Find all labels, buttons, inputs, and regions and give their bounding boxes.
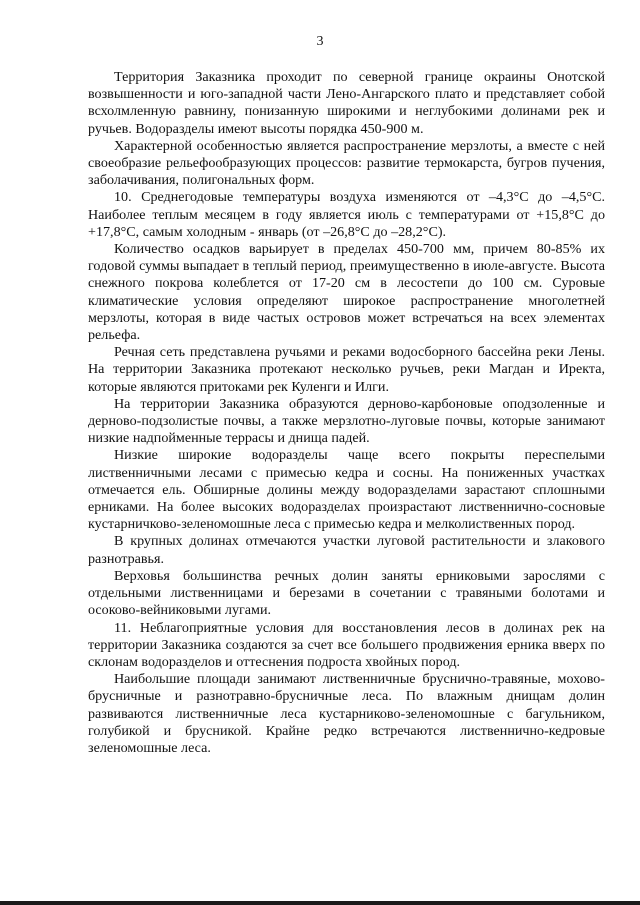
paragraph-permafrost: Характерной особенностью является распространение мерзлоты, а вместе с ней своеобразие рельефообразующих процессов: развитие термокарста, бугров пучения, заболачивания, полигональных форм. [88, 137, 605, 189]
paragraph-forest-recovery: 11. Неблагоприятные условия для восстановления лесов в долинах рек на территории Заказника создаются за счет все большего продвижения ерника вверх по склонам водоразделов и оттеснения подроста хвойных пород. [88, 619, 605, 670]
document-body [88, 69, 605, 757]
paragraph-meadows: В крупных долинах отмечаются участки луговой растительности и злакового разнотравья. [88, 533, 605, 567]
paragraph-forest-types: Наибольшие площади занимают лиственничные бруснично-травяные, мохово-брусничные и разнотравно-брусничные леса. По влажным днищам долин развиваются лиственничные леса кустарниково-зеленомошные с багульником, голубикой и брусникой. Крайне редко встречаются лиственнично-кедровые зеленомошные леса. [88, 671, 605, 756]
paragraph-soils: На территории Заказника образуются дерново-карбоновые оподзоленные и дерново-подзолистые почвы, а также мерзлотно-луговые почвы, которые занимают низкие надпойменные террасы и днища падей. [88, 395, 605, 447]
page-number: 3 [316, 34, 324, 49]
paragraph-river-network: Речная сеть представлена ручьями и реками водосборного бассейна реки Лены. На территории Заказника протекают несколько ручьев, реки Магдан и Иректа, которые являются притоками рек Куленги и Илги. [88, 344, 605, 395]
paragraph-watershed-forests: Низкие широкие водоразделы чаще всего покрыты переспелыми лиственничными лесами с примесью кедра и сосны. На пониженных участках отмечается ель. Обширные долины между водоразделами зарастают сплошными ерниками. На более высоких водоразделах произрастают лиственнично-сосновые кустарничково-зеленомошные леса с примесью кедра и мелколиственных пород. [88, 447, 605, 533]
paragraph-valley-headwaters: Верховья большинства речных долин заняты ерниковыми зарослями с отдельными лиственницами и березами в сочетании с травяными болотами и осоково-вейниковыми лугами. [88, 567, 605, 619]
paragraph-temperature: 10. Среднегодовые температуры воздуха изменяются от –4,3°С до –4,5°С. Наиболее теплым месяцем в году является июль с температурами от +15,8°С до +17,8°С, самым холодным - январь (от –26,8°С до –28,2°С). [88, 189, 605, 240]
paragraph-relief: Территория Заказника проходит по северной границе окраины Онотской возвышенности и юго-западной части Лено-Ангарского плато и представляет собой всхолмленную равнину, понизанную широкими и неглубокими долинами рек и ручьев. Водоразделы имеют высоты порядка 450-900 м. [88, 69, 605, 137]
page-bottom-edge [0, 901, 640, 905]
paragraph-precipitation: Количество осадков варьирует в пределах 450-700 мм, причем 80-85% их годовой суммы выпадает в теплый период, преимущественно в июле-августе. Высота снежного покрова колеблется от 17-20 см в лесостепи до 100 см. Суровые климатические условия определяют широкое распространение многолетней мерзлоты, которая в виде частых островов может встречаться на всех элементах рельефа. [88, 241, 605, 344]
